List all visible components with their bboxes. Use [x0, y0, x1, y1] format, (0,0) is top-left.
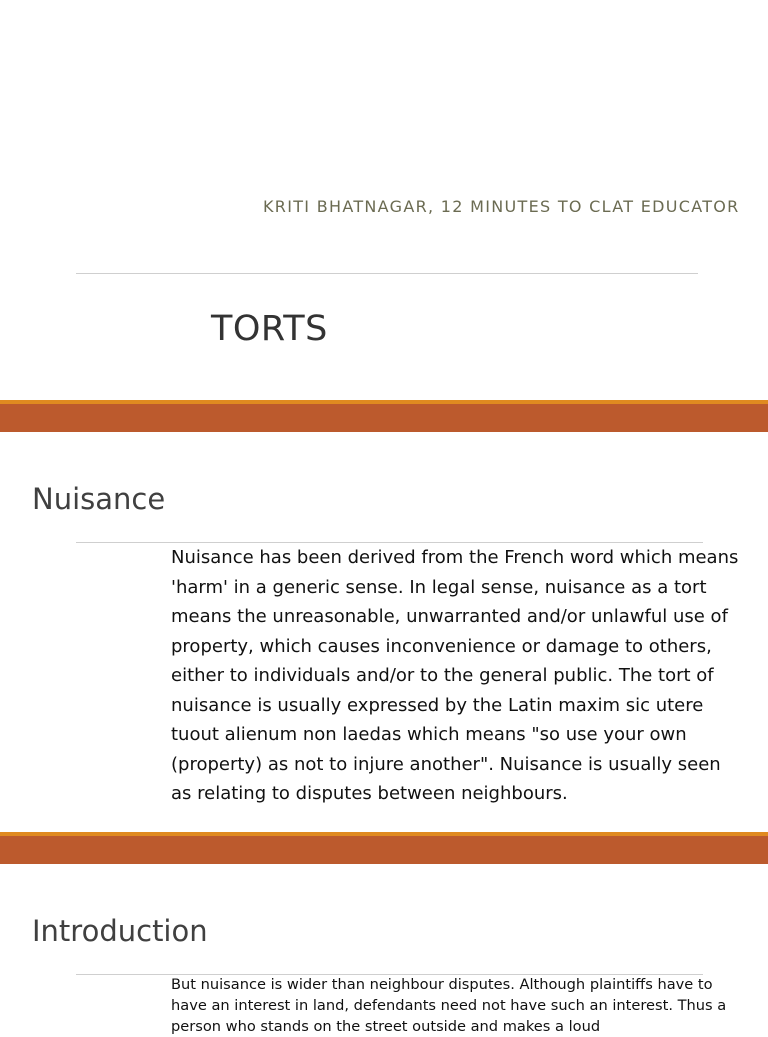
slide-subtitle: KRITI BHATNAGAR, 12 MINUTES TO CLAT EDUCATOR: [263, 197, 740, 216]
section-body-text: Nuisance has been derived from the French word which means 'harm' in a generic sense. In legal sense, nuisance as a tort means the unreasonable, unwarranted and/or unlawful use of property, which causes inconvenience or damage to others, either to individuals and/or to the general public. The tort of nuisance is usually expressed by the Latin maxim sic utere tuout alienum non laedas which means "so use your own (property) as not to injure another". Nuisance is usually seen as relating to disputes between neighbours.: [171, 547, 739, 804]
section-body-text: But nuisance is wider than neighbour disputes. Although plaintiffs have to have an interest in land, defendants need not have such an interest. Thus a person who stands on the street outside and makes a loud: [171, 976, 727, 1035]
slide-separator: [0, 400, 768, 432]
title-divider: [76, 273, 698, 274]
slide-title: TORTS: [211, 309, 328, 349]
separator-edge: [0, 400, 768, 404]
section-heading: Nuisance: [32, 482, 166, 516]
introduction-slide: [0, 864, 768, 1035]
title-slide: [0, 0, 768, 400]
slide-separator: [0, 832, 768, 864]
section-heading: Introduction: [32, 914, 208, 948]
nuisance-slide: [0, 432, 768, 832]
separator-edge: [0, 832, 768, 836]
